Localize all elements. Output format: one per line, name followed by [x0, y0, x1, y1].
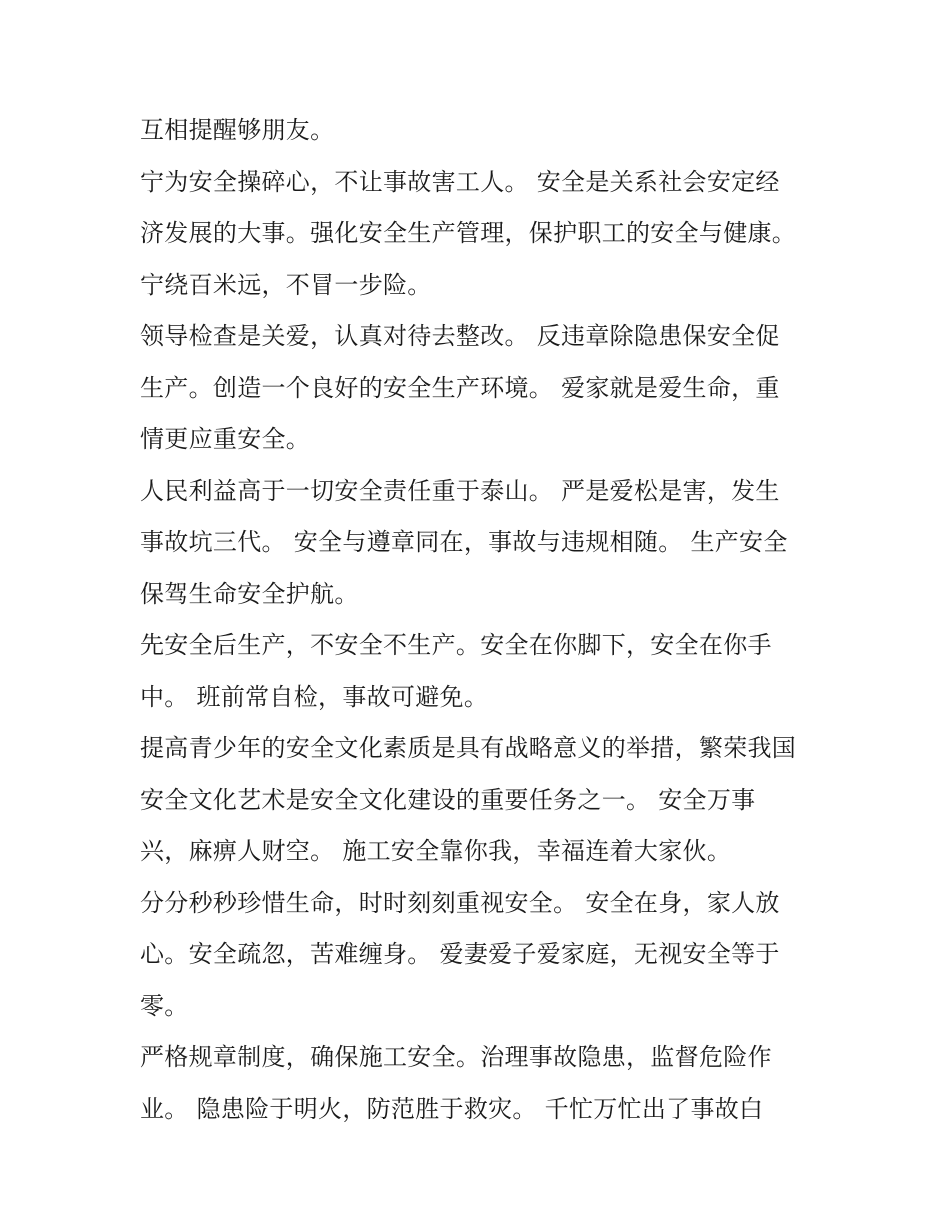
text-line: 安全文化艺术是安全文化建设的重要任务之一。 安全万事 [140, 785, 756, 814]
text-line: 零。 [140, 991, 189, 1020]
text-line: 互相提醒够朋友。 [140, 116, 335, 144]
text-line: 中。 班前常自检，事故可避免。 [140, 682, 489, 711]
text-line: 事故坑三代。 安全与遵章同在，事故与违规相随。 生产安全 [140, 528, 788, 556]
text-line: 济发展的大事。强化安全生产管理，保护职工的安全与健康。 [140, 219, 797, 247]
text-line: 严格规章制度，确保施工安全。治理事故隐患，监督危险作 [140, 1043, 772, 1071]
text-line: 先安全后生产，不安全不生产。安全在你脚下，安全在你手 [140, 631, 772, 659]
text-line: 人民利益高于一切安全责任重于泰山。 严是爱松是害，发生 [140, 476, 780, 505]
text-line: 分分秒秒珍惜生命，时时刻刻重视安全。 安全在身，家人放 [140, 888, 780, 917]
text-line: 保驾生命安全护航。 [140, 579, 359, 608]
text-line: 业。 隐患险于明火，防范胜于救灾。 千忙万忙出了事故白 [140, 1094, 764, 1123]
text-line: 心。安全疏忽，苦难缠身。 爱妻爱子爱家庭，无视安全等于 [140, 940, 780, 968]
text-line: 情更应重安全。 [140, 425, 311, 453]
text-line: 宁绕百米远，不冒一步险。 [140, 270, 432, 299]
text-line: 兴，麻痹人财空。 施工安全靠你我，幸福连着大家伙。 [140, 837, 732, 865]
text-line: 领导检查是关爱，认真对待去整改。 反违章除隐患保安全促 [140, 322, 780, 350]
document-body [140, 105, 830, 1135]
text-line: 生产。创造一个良好的安全生产环境。 爱家就是爱生命，重 [140, 373, 780, 402]
text-line: 提高青少年的安全文化素质是具有战略意义的举措，繁荣我国 [140, 734, 797, 762]
text-line: 宁为安全操碎心，不让事故害工人。 安全是关系社会安定经 [140, 167, 780, 196]
